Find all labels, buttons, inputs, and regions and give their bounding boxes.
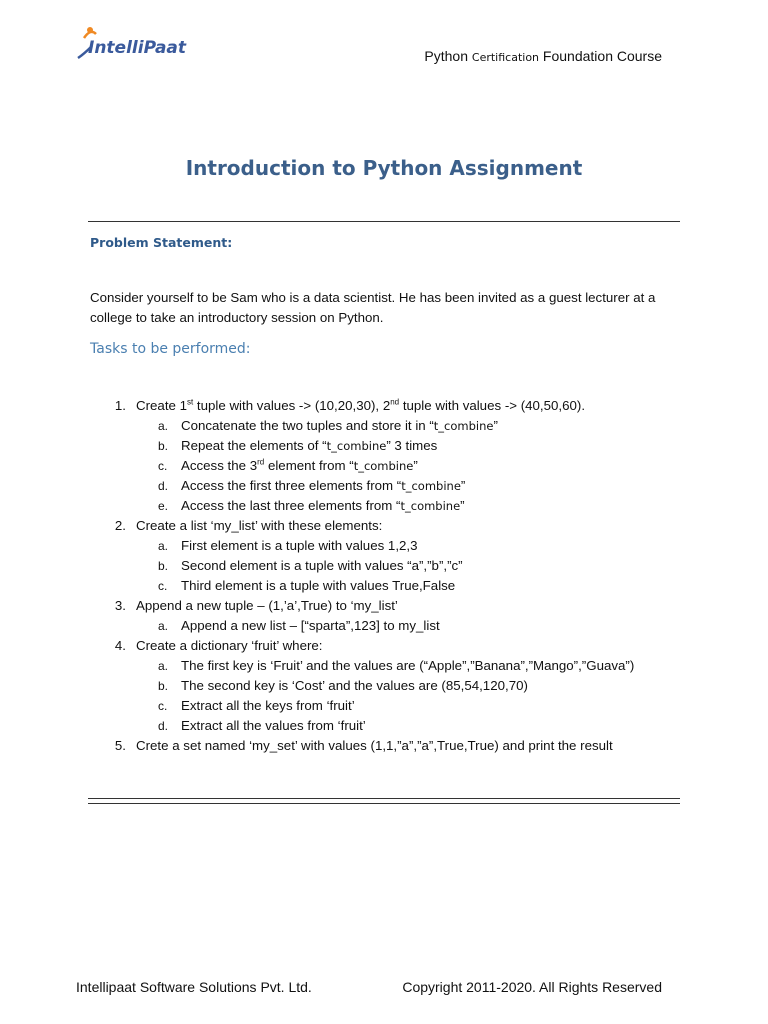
footer-copyright: Copyright 2011-2020. All Rights Reserved [402, 979, 662, 995]
subtask-item: b. The second key is ‘Cost’ and the values are (85,54,120,70) [158, 678, 528, 693]
subtask-item: d. Access the first three elements from “t_combine” [158, 478, 466, 493]
subtask-item: a. The first key is ‘Fruit’ and the values are (“Apple”,”Banana”,”Mango”,”Guava”) [158, 658, 635, 673]
bottom-divider [88, 798, 680, 799]
intellipaat-logo [74, 24, 194, 68]
tasks-heading: Tasks to be performed: [90, 341, 251, 357]
top-divider [88, 221, 680, 222]
task-number: 1. [114, 398, 126, 413]
problem-statement-text: Consider yourself to be Sam who is a data scientist. He has been invited as a guest lecturer at a college to take an introductory session on Python. [90, 290, 656, 325]
subtask-item: b. Second element is a tuple with values “a”,”b”,”c” [158, 558, 463, 573]
task-item: 2. Create a list ‘my_list’ with these elements: a. First element is a tuple with values 1,2,3 b. Second element is a tuple with values “a”,”b”,”c” c. Third element is a tuple with values True,False [106, 516, 686, 596]
logo-text: IntelliPaat [88, 38, 187, 58]
subtask-item: b. Repeat the elements of “t_combine” 3 times [158, 438, 438, 453]
problem-statement-heading: Problem Statement: [90, 235, 233, 250]
subtask-item: a. Append a new list – [“sparta”,123] to my_list [158, 618, 440, 633]
subtask-item: a. First element is a tuple with values 1,2,3 [158, 538, 418, 553]
course-cert: Certification [471, 51, 540, 64]
bottom-divider-second [88, 803, 680, 804]
task-text: Create 1st tuple with values -> (10,20,30), 2nd tuple with values -> (40,50,60). [136, 397, 586, 413]
footer-company: Intellipaat Software Solutions Pvt. Ltd. [76, 979, 312, 995]
subtask-item: e. Access the last three elements from “t_combine” [158, 498, 465, 513]
task-item: 4. Create a dictionary ‘fruit’ where: a. The first key is ‘Fruit’ and the values are (“Apple”,”Banana”,”Mango”,”Guava”) b. The second key is ‘Cost’ and the values are (85,54,120,70) c. Extract all the keys from ‘fruit’ d. Extract all the values from ‘fruit’ [106, 636, 686, 736]
course-pre: Python [424, 48, 472, 64]
subtask-item: d. Extract all the values from ‘fruit’ [158, 718, 366, 733]
subtask-item: c. Third element is a tuple with values True,False [158, 578, 456, 593]
task-item: 3. Append a new tuple – (1,’a’,True) to ‘my_list’ a. Append a new list – [“sparta”,123] to my_list [106, 596, 686, 636]
subtask-item: c. Extract all the keys from ‘fruit’ [158, 698, 355, 713]
task-list [106, 396, 686, 756]
page-title: Introduction to Python Assignment [185, 156, 583, 180]
task-item [106, 396, 686, 516]
task-item: 5. Crete a set named ‘my_set’ with values (1,1,”a”,”a”,True,True) and print the result [114, 738, 613, 753]
subtask-item: c. Access the 3rd element from “t_combine” [158, 457, 418, 473]
course-post: Foundation Course [539, 48, 662, 64]
subtask-item: a. Concatenate the two tuples and store it in “t_combine” [158, 418, 498, 433]
course-name [424, 48, 662, 64]
